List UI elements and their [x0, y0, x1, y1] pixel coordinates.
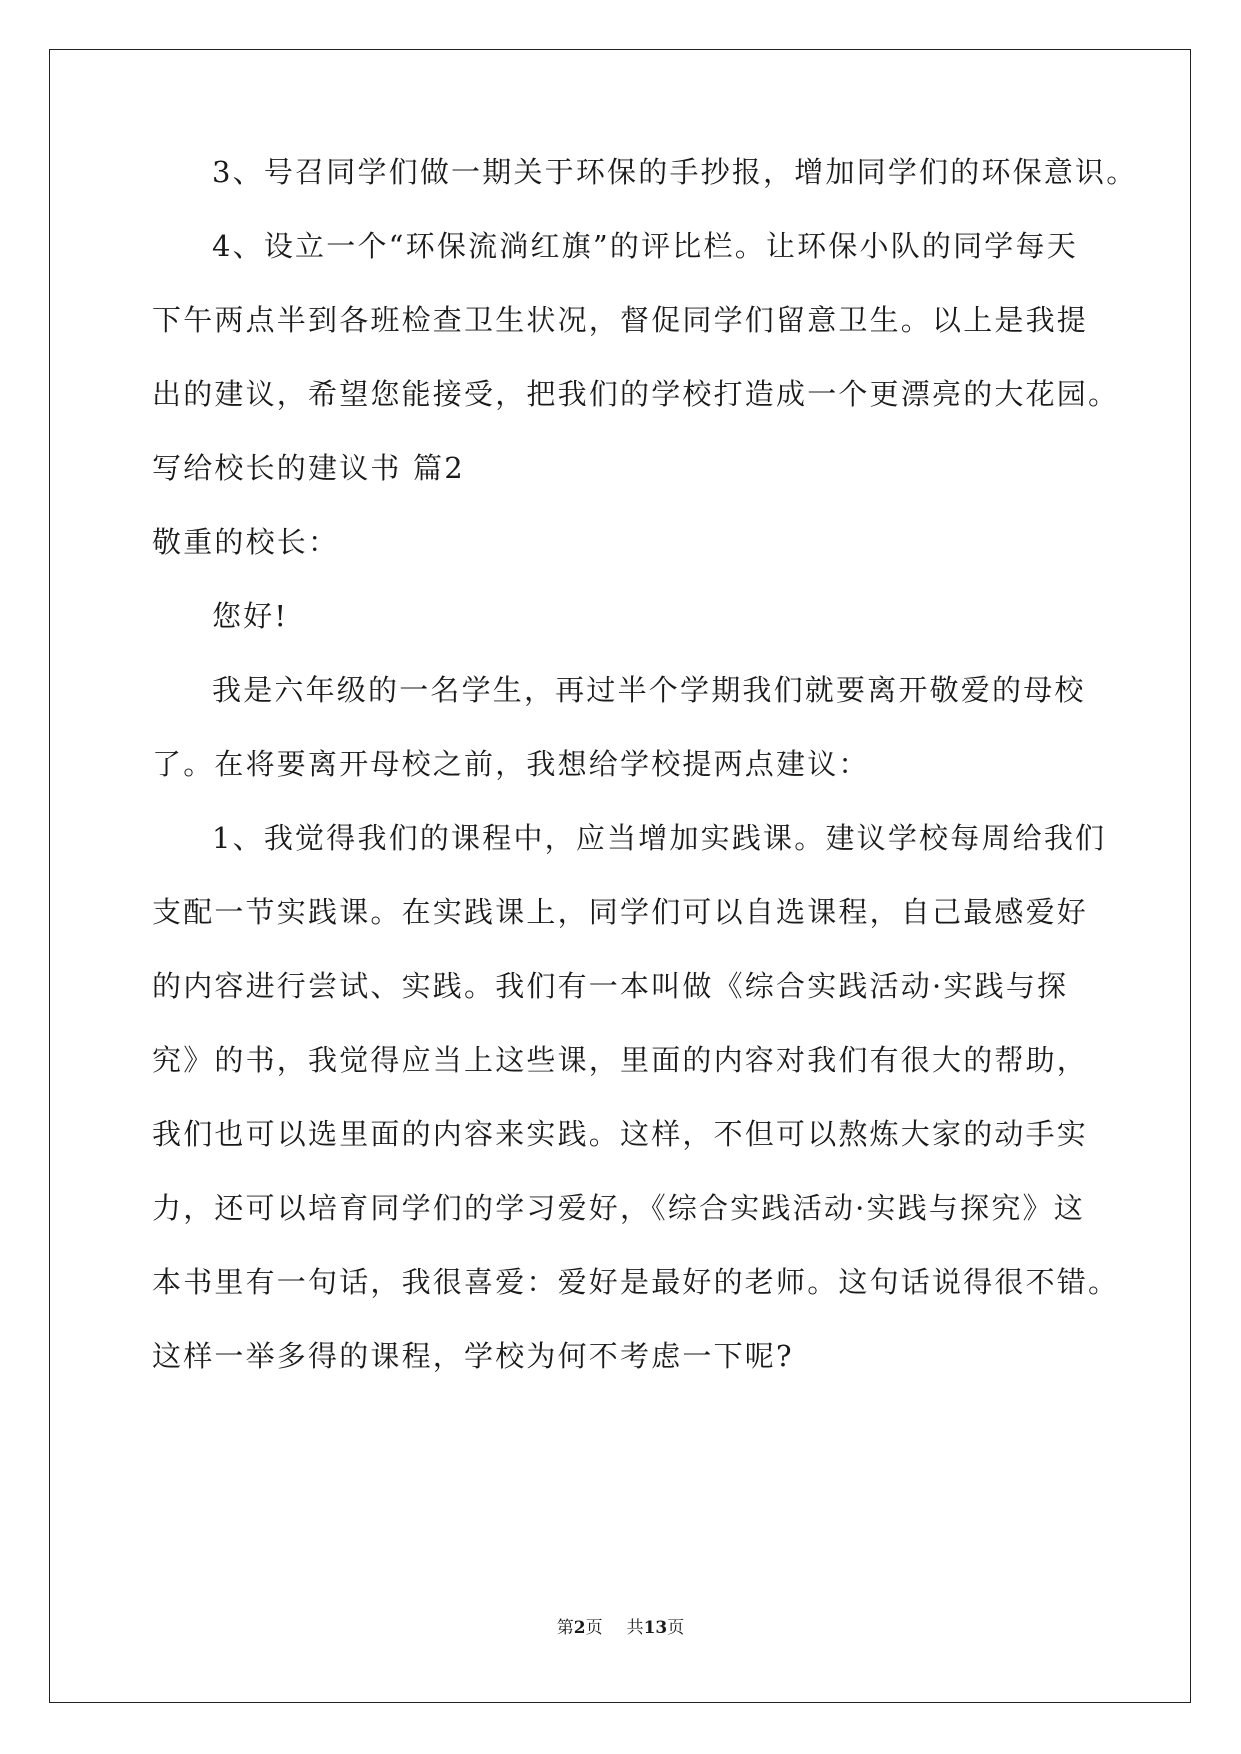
- paragraph-line: 我是六年级的一名学生，再过半个学期我们就要离开敬爱的母校: [212, 673, 1086, 707]
- greeting: 您好!: [212, 599, 289, 633]
- paragraph-line: 本书里有一句话，我很喜爱：爱好是最好的老师。这句话说得很不错。: [152, 1265, 1120, 1299]
- footer-page-suffix: 页: [585, 1618, 603, 1638]
- footer-total-prefix: 共: [626, 1618, 644, 1638]
- footer-prefix: 第: [556, 1618, 574, 1638]
- paragraph-line: 的内容进行尝试、实践。我们有一本叫做《综合实践活动·实践与探: [152, 969, 1069, 1003]
- current-page-number: 2: [573, 1618, 586, 1638]
- paragraph-line: 1、我觉得我们的课程中，应当增加实践课。建议学校每周给我们: [212, 821, 1107, 855]
- section-heading: 写给校长的建议书 篇2: [152, 451, 465, 485]
- paragraph-line: 了。在将要离开母校之前，我想给学校提两点建议：: [152, 747, 870, 781]
- paragraph-line: 支配一节实践课。在实践课上，同学们可以自选课程，自己最感爱好: [152, 895, 1089, 929]
- paragraph-line: 下午两点半到各班检查卫生状况，督促同学们留意卫生。以上是我提: [152, 303, 1089, 337]
- paragraph-line: 我们也可以选里面的内容来实践。这样，不但可以熬炼大家的动手实: [152, 1117, 1089, 1151]
- paragraph-line: 这样一举多得的课程，学校为何不考虑一下呢?: [152, 1339, 794, 1373]
- page-footer: [0, 1616, 1241, 1640]
- paragraph-line: 究》的书，我觉得应当上这些课，里面的内容对我们有很大的帮助，: [152, 1043, 1089, 1077]
- paragraph-line: 力，还可以培育同学们的学习爱好，《综合实践活动·实践与探究》这: [152, 1191, 1085, 1225]
- paragraph-line: 3、号召同学们做一期关于环保的手抄报，增加同学们的环保意识。: [212, 155, 1138, 189]
- total-pages-number: 13: [643, 1618, 668, 1638]
- paragraph-line: 出的建议，希望您能接受，把我们的学校打造成一个更漂亮的大花园。: [152, 377, 1120, 411]
- paragraph-line: 4、设立一个“环保流淌红旗”的评比栏。让环保小队的同学每天: [212, 229, 1078, 263]
- footer-total-suffix: 页: [667, 1618, 685, 1638]
- salutation: 敬重的校长：: [152, 525, 340, 559]
